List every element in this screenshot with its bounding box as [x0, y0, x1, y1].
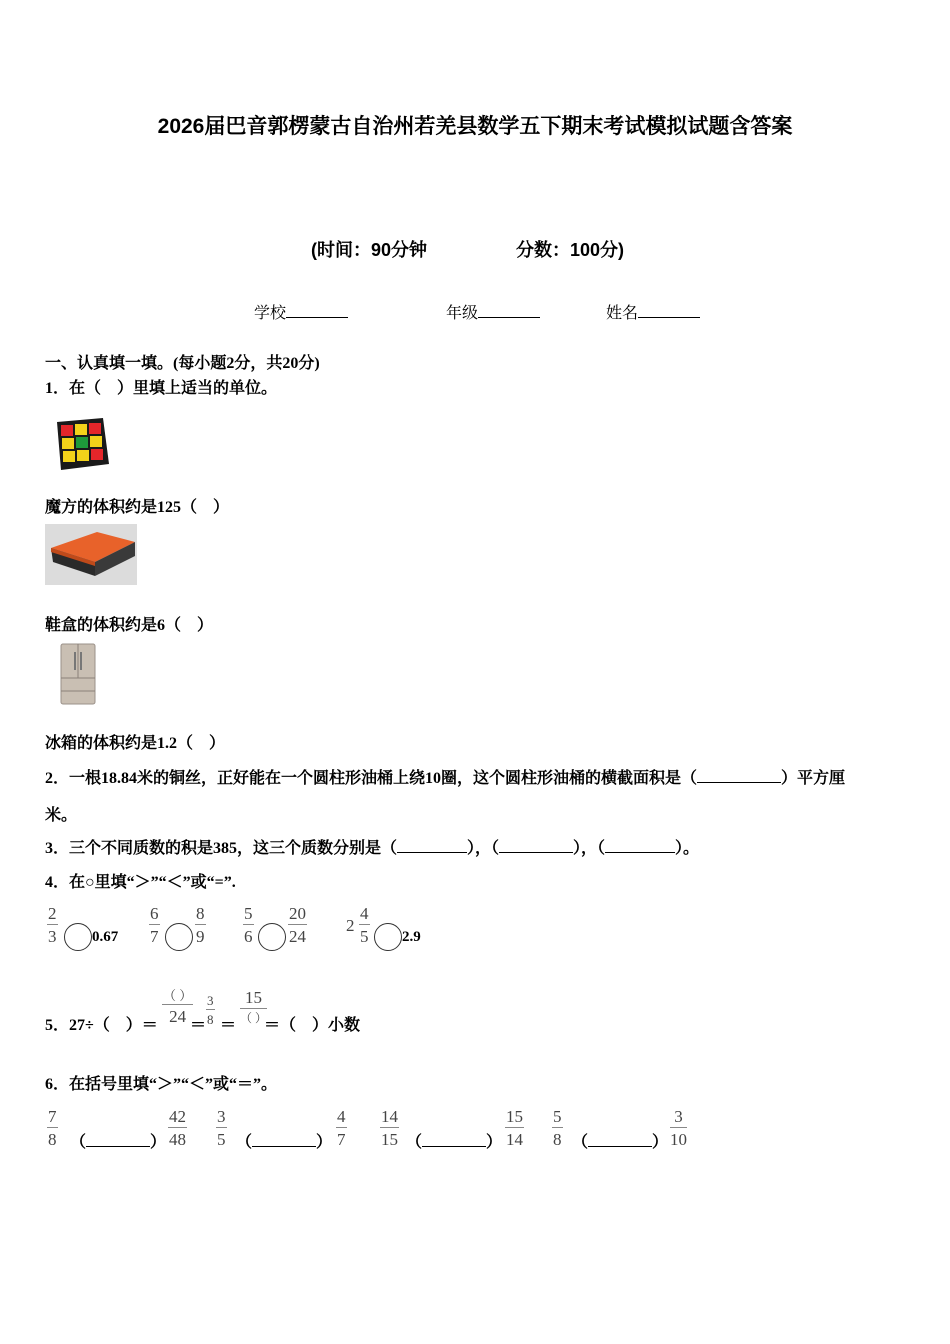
q6-pair2-left-fraction: 3 5	[217, 1107, 226, 1149]
q4-item2-compare-circle[interactable]	[165, 923, 193, 951]
q5-fraction-2: 3 8	[207, 993, 214, 1027]
q3-blank-2[interactable]	[499, 838, 573, 853]
q5-equals-2: ＝	[220, 1017, 237, 1034]
grade-label: 年级	[446, 305, 479, 322]
grade-blank[interactable]	[478, 303, 540, 318]
q2-line1	[45, 765, 845, 788]
q5-equals-1: ＝	[190, 1017, 207, 1034]
q1-shoebox-text: 鞋盒的体积约是6（ ）	[45, 617, 214, 634]
q2-text-a: 2．一根18.84米的铜丝，正好能在一个圆柱形油桶上绕10圈，这个圆柱形油桶的横截面积是（	[45, 770, 698, 787]
q4-item3-left-fraction: 5 6	[244, 904, 253, 946]
q6-pair3-right-fraction: 15 14	[506, 1107, 523, 1149]
fridge-image	[55, 642, 101, 708]
q3-text-d: ）。	[675, 840, 700, 857]
q2-answer-blank[interactable]	[697, 768, 781, 783]
q3-line	[45, 835, 699, 858]
q6-pair1-right-fraction: 42 48	[169, 1107, 186, 1149]
school-field[interactable]	[254, 300, 348, 323]
grade-field[interactable]	[446, 300, 540, 323]
q5-fraction-3: 15 （ ）	[240, 988, 268, 1025]
document-title: 2026届巴音郭楞蒙古自治州若羌县数学五下期末考试模拟试题含答案	[157, 115, 793, 138]
q6-pair3-left-fraction: 14 15	[381, 1107, 398, 1149]
q6-pair2-right-fraction: 4 7	[337, 1107, 346, 1149]
shoebox-image	[45, 524, 137, 585]
section1-heading: 一、认真填一填。(每小题2分，共20分)	[45, 355, 320, 372]
q6-pair1-answer[interactable]: （ ）	[70, 1134, 167, 1151]
q4-item1-compare-circle[interactable]	[64, 923, 92, 951]
school-label: 学校	[254, 305, 287, 322]
name-blank[interactable]	[638, 303, 700, 318]
q3-text-a: 3．三个不同质数的积是385，这三个质数分别是（	[45, 840, 398, 857]
q4-item1-right-value: 0.67	[92, 929, 119, 945]
q4-item2-right-fraction: 8 9	[196, 904, 205, 946]
q6-pair1-left-fraction: 7 8	[48, 1107, 57, 1149]
q2-line2: 米。	[45, 807, 78, 824]
q4-prompt: 4．在○里填“＞”“＜”或“=”.	[45, 874, 236, 891]
q6-pair4-left-fraction: 5 8	[553, 1107, 562, 1149]
q5-start: 5．27÷（ ）＝	[45, 1017, 158, 1034]
q6-pair2-answer[interactable]: （ ）	[236, 1134, 333, 1151]
q1-cube-text: 魔方的体积约是125（ ）	[45, 499, 230, 516]
cube-stickers	[61, 423, 103, 462]
q6-pair4-right-fraction: 3 10	[670, 1107, 687, 1149]
q3-blank-1[interactable]	[397, 838, 467, 853]
q4-item4-right-value: 2.9	[402, 929, 421, 945]
name-label: 姓名	[606, 305, 639, 322]
q4-item4-left-fraction: 4 5	[360, 904, 369, 946]
q3-blank-3[interactable]	[605, 838, 675, 853]
q1-fridge-text: 冰箱的体积约是1.2（ ）	[45, 735, 226, 752]
rubiks-cube-image	[49, 416, 113, 474]
q6-prompt: 6．在括号里填“＞”“＜”或“＝”。	[45, 1076, 278, 1093]
q1-prompt: 1．在（ ）里填上适当的单位。	[45, 380, 278, 397]
school-blank[interactable]	[286, 303, 348, 318]
q5-fraction-1: （ ） 24	[163, 988, 193, 1026]
q4-item4-compare-circle[interactable]	[374, 923, 402, 951]
q6-pair3-answer[interactable]: （ ）	[406, 1134, 503, 1151]
exam-time: (时间：90分钟	[311, 240, 428, 260]
q4-item1-left-fraction: 2 3	[48, 904, 57, 946]
q4-item3-right-fraction: 20 24	[289, 904, 306, 946]
q3-text-b: ），（	[467, 840, 500, 857]
q6-pair4-answer[interactable]: （ ）	[572, 1134, 669, 1151]
name-field[interactable]	[606, 300, 700, 323]
exam-score: 分数：100分)	[516, 240, 625, 260]
q4-item4-whole: 2	[346, 916, 355, 935]
q5-end: ＝（ ）小数	[264, 1017, 361, 1034]
q4-item2-left-fraction: 6 7	[150, 904, 159, 946]
q4-item3-compare-circle[interactable]	[258, 923, 286, 951]
q2-text-b: ）平方厘	[781, 770, 846, 787]
q3-text-c: ），（	[573, 840, 606, 857]
